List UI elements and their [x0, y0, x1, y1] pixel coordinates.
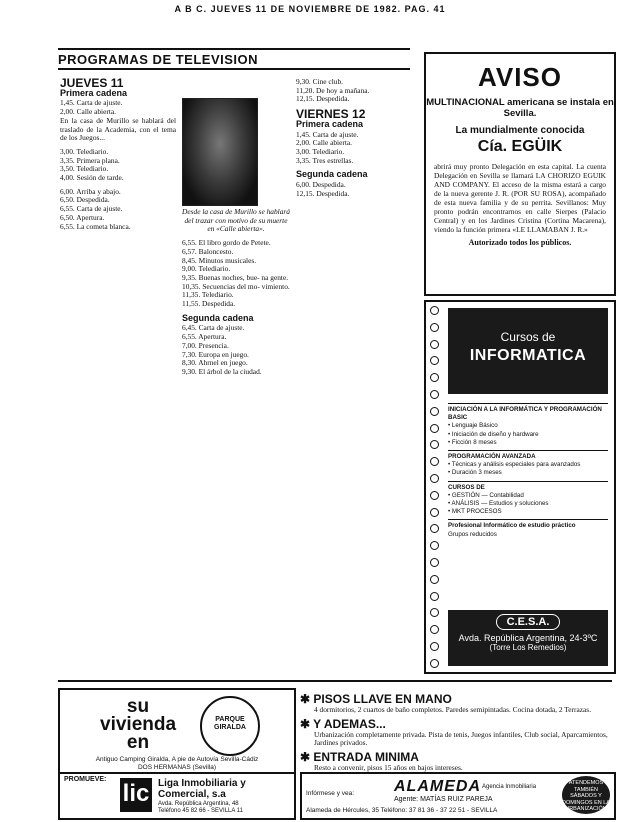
company-name2: Comercial, s.a	[158, 789, 226, 800]
pisos-heading3: ✱ ENTRADA MINIMA	[300, 749, 419, 764]
ad-footer-line1: Antiguo Camping Giralda, A pie de Autovía Sevilla-Cádiz	[95, 756, 259, 763]
bottom-rule	[58, 680, 612, 682]
program-entry: 10,35. Secuencias del mo- vimiento.	[182, 281, 290, 291]
alameda-logo: ALAMEDA	[394, 778, 481, 795]
program-entry: 9,00. Telediario.	[182, 264, 231, 274]
course-item: • Lenguaje Básico	[448, 422, 498, 430]
ad-footer	[64, 756, 290, 771]
alameda-badge: ATENDEMOS TAMBIÉN SÁBADOS Y DOMINGOS EN LA URBANIZACIÓN	[562, 776, 610, 814]
pisos-desc3: Resto a convenir, pisos 15 años en bajos intereses.	[314, 762, 463, 772]
day-heading: VIERNES 12	[296, 107, 366, 122]
cesa-footer	[448, 610, 608, 666]
aviso-subtitle: MULTINACIONAL americana se instala en Sevilla.	[426, 97, 614, 119]
program-entry: 3,50. Telediario.	[60, 164, 109, 174]
seal-text: PARQUE GIRALDA	[214, 716, 246, 731]
informatica-banner	[448, 308, 608, 394]
headline-en: en	[126, 732, 150, 753]
course-group: Profesional Informático de estudio práctico	[448, 519, 608, 530]
aviso-footer: Autorizado todos los públicos.	[468, 238, 572, 247]
course-group: INICIACIÓN A LA INFORMÁTICA Y PROGRAMACIÓN BASIC	[448, 403, 608, 422]
ad-headline	[100, 698, 176, 752]
section-rule	[58, 68, 410, 70]
program-entry: 9,30. Cine club.	[296, 78, 344, 86]
headline-vivienda: vivienda	[100, 714, 177, 735]
channel-heading: Primera cadena	[60, 87, 128, 98]
program-entry: 11,20. De hoy a mañana.	[296, 85, 370, 95]
pisos-desc1: 4 dormitorios, 2 cuartos de baño completos. Paredes semipintadas. Cocina dotada, 2 Terrazas.	[314, 705, 592, 714]
program-entry: 6,55. La cometa blanca.	[60, 221, 131, 231]
ad-footer-line2: DOS HERMANAS (Sevilla)	[137, 763, 216, 771]
course-item: • Iniciación de diseño y hardware	[448, 430, 539, 438]
program-entry: En la casa de Murillo se hablará del traslado de la Academia, con el tema de los Juegos...	[60, 115, 176, 143]
program-entry: 12,15. Despedida.	[296, 94, 350, 104]
alameda-address: Alameda de Hércules, 35 Teléfono: 37 81 36 - 37 22 51 - SEVILLA	[306, 807, 498, 814]
program-entry: 8,45. Minutos musicales.	[182, 255, 257, 265]
program-entry: 11,55. Despedida.	[182, 299, 236, 309]
pisos-ad	[300, 690, 612, 772]
program-entry: 6,00. Arriba y abajo.	[60, 186, 121, 196]
program-entry: 3,35. Tres estrellas.	[296, 155, 354, 165]
promoter-ad	[58, 772, 296, 820]
course-group: PROGRAMACIÓN AVANZADA	[448, 450, 608, 461]
company-address: Avda. República Argentina, 48	[158, 801, 239, 807]
alameda-sub: Agencia Inmobiliaria	[482, 784, 537, 790]
pisos-desc2: Urbanización completamente privada. Pista de tenis, Juegos infantiles, Club social, Aparcamientos, Jardines privados.	[314, 729, 608, 748]
program-entry: 1,45. Carta de ajuste.	[60, 98, 123, 108]
program-entry: 2,00. Calle abierta.	[60, 107, 117, 117]
program-entry: 12,15. Despedida.	[296, 188, 350, 198]
informatica-line2: INFORMATICA	[469, 347, 587, 364]
program-entry: 1,45. Carta de ajuste.	[296, 129, 359, 139]
column-thursday	[60, 78, 176, 674]
program-entry: 3,35. Primera plana.	[60, 155, 120, 165]
program-entry: 6,45. Carta de ajuste.	[182, 323, 245, 333]
course-item: • Duración 3 meses	[448, 469, 502, 477]
dot-border	[430, 306, 440, 676]
program-entry: 7,00. Presencia.	[182, 340, 229, 350]
program-entry: 6,57. Baloncesto.	[182, 246, 234, 256]
course-item: • ANÁLISIS — Estudios y soluciones	[448, 500, 549, 508]
program-entry: 6,55. Apertura.	[182, 332, 227, 342]
aviso-body: abrirá muy pronto Delegación en esta capital. La cuenta Delegación en Sevilla se llamará LA CHORIZO EGUIK AND COMPANY. El acceso de la misma estará a cargo de la nueva gerente J. R. (POR SU ROSA), acompañado de esta nueva familia y de su perrita. Sevillanos: Muy pronto podrán encontrarnos en calle Sierpes (Palacio Central) y en los Jardines Cristina (Cortina Macarena), viendo la función primera «LE LLAMABAN J. R.»	[434, 162, 606, 234]
informatica-line1: Cursos de	[500, 330, 556, 344]
program-entry: 3,00. Telediario.	[60, 146, 109, 156]
channel-heading: Segunda cadena	[182, 312, 254, 323]
course-item: • Técnicas y análisis especiales para avanzados	[448, 461, 581, 469]
course-item: Grupos reducidos	[448, 530, 497, 538]
program-entry: 8,30. Ahrnel en juego.	[182, 358, 248, 368]
cesa-address2: (Torre Los Remedios)	[489, 643, 567, 652]
lic-logo: lic	[120, 778, 152, 812]
program-entry: 4,00. Sesión de tarde.	[60, 173, 124, 183]
channel-heading: Segunda cadena	[296, 169, 368, 180]
course-item: • Ficción 8 meses	[448, 438, 497, 446]
headline-su: su	[126, 696, 150, 717]
aviso-title: AVISO	[478, 62, 562, 92]
aviso-company: Cía. EGÜIK	[477, 138, 563, 155]
program-entry: 9,30. El árbol de la ciudad.	[182, 366, 262, 376]
cesa-address: Avda. República Argentina, 24-3ºC	[458, 633, 598, 643]
channel-heading: Primera cadena	[296, 118, 364, 129]
top-rule	[58, 48, 410, 50]
column-friday	[296, 78, 410, 674]
course-list	[448, 400, 608, 539]
informatica-ad	[424, 300, 616, 674]
aviso-known: La mundialmente conocida	[455, 125, 585, 136]
program-entry: 9,35. Buenas noches, bue- na gente.	[182, 272, 289, 282]
program-entry: 6,00. Despedida.	[296, 180, 346, 190]
company-phone: Teléfono 45 82 66 - SEVILLA 11	[158, 808, 243, 814]
column-middle	[182, 208, 290, 674]
alameda-agent: Agente: MATÍAS RUIZ PAREJA	[394, 796, 493, 803]
program-entry: 7,30. Europa en juego.	[182, 349, 249, 359]
parque-giralda-ad	[58, 688, 296, 774]
murillo-portrait	[182, 98, 258, 206]
program-entry: 11,35. Telediario.	[182, 290, 234, 300]
section-title: PROGRAMAS DE TELEVISION	[58, 52, 259, 67]
company-name1: Liga Inmobiliaria y	[158, 778, 246, 789]
aviso-ad	[424, 52, 616, 296]
cesa-logo: C.E.S.A.	[496, 614, 561, 630]
photo-caption: Desde la casa de Murillo se hablará del trazar con motivo de su muerte en «Calle abierta».	[182, 208, 290, 234]
course-group: CURSOS DE	[448, 481, 608, 492]
page-header: A B C. JUEVES 11 DE NOVIEMBRE DE 1982. PAG. 41	[174, 4, 446, 14]
course-item: • GESTIÓN — Contabilidad	[448, 491, 524, 499]
day-heading: JUEVES 11	[60, 78, 124, 90]
pisos-heading2: ✱ Y ADEMAS...	[300, 716, 386, 731]
program-entry: 2,00. Calle abierta.	[296, 138, 353, 148]
program-entry: 3,00. Telediario.	[296, 146, 345, 156]
giralda-seal-icon	[200, 696, 260, 756]
pisos-heading1: ✱ PISOS LLAVE EN MANO	[300, 692, 452, 706]
alameda-info: Infórmese y vea:	[306, 790, 355, 797]
program-entry: 6,55. El libro gordo de Petete.	[182, 238, 271, 248]
program-entry: 6,55. Carta de ajuste.	[60, 204, 123, 214]
program-entry: 6,50. Despedida.	[60, 195, 110, 205]
course-item: • MKT PROCESOS	[448, 508, 502, 516]
program-entry: 6,50. Apertura.	[60, 212, 105, 222]
alameda-ad	[300, 772, 616, 820]
promueve-label: PROMUEVE:	[64, 776, 107, 783]
